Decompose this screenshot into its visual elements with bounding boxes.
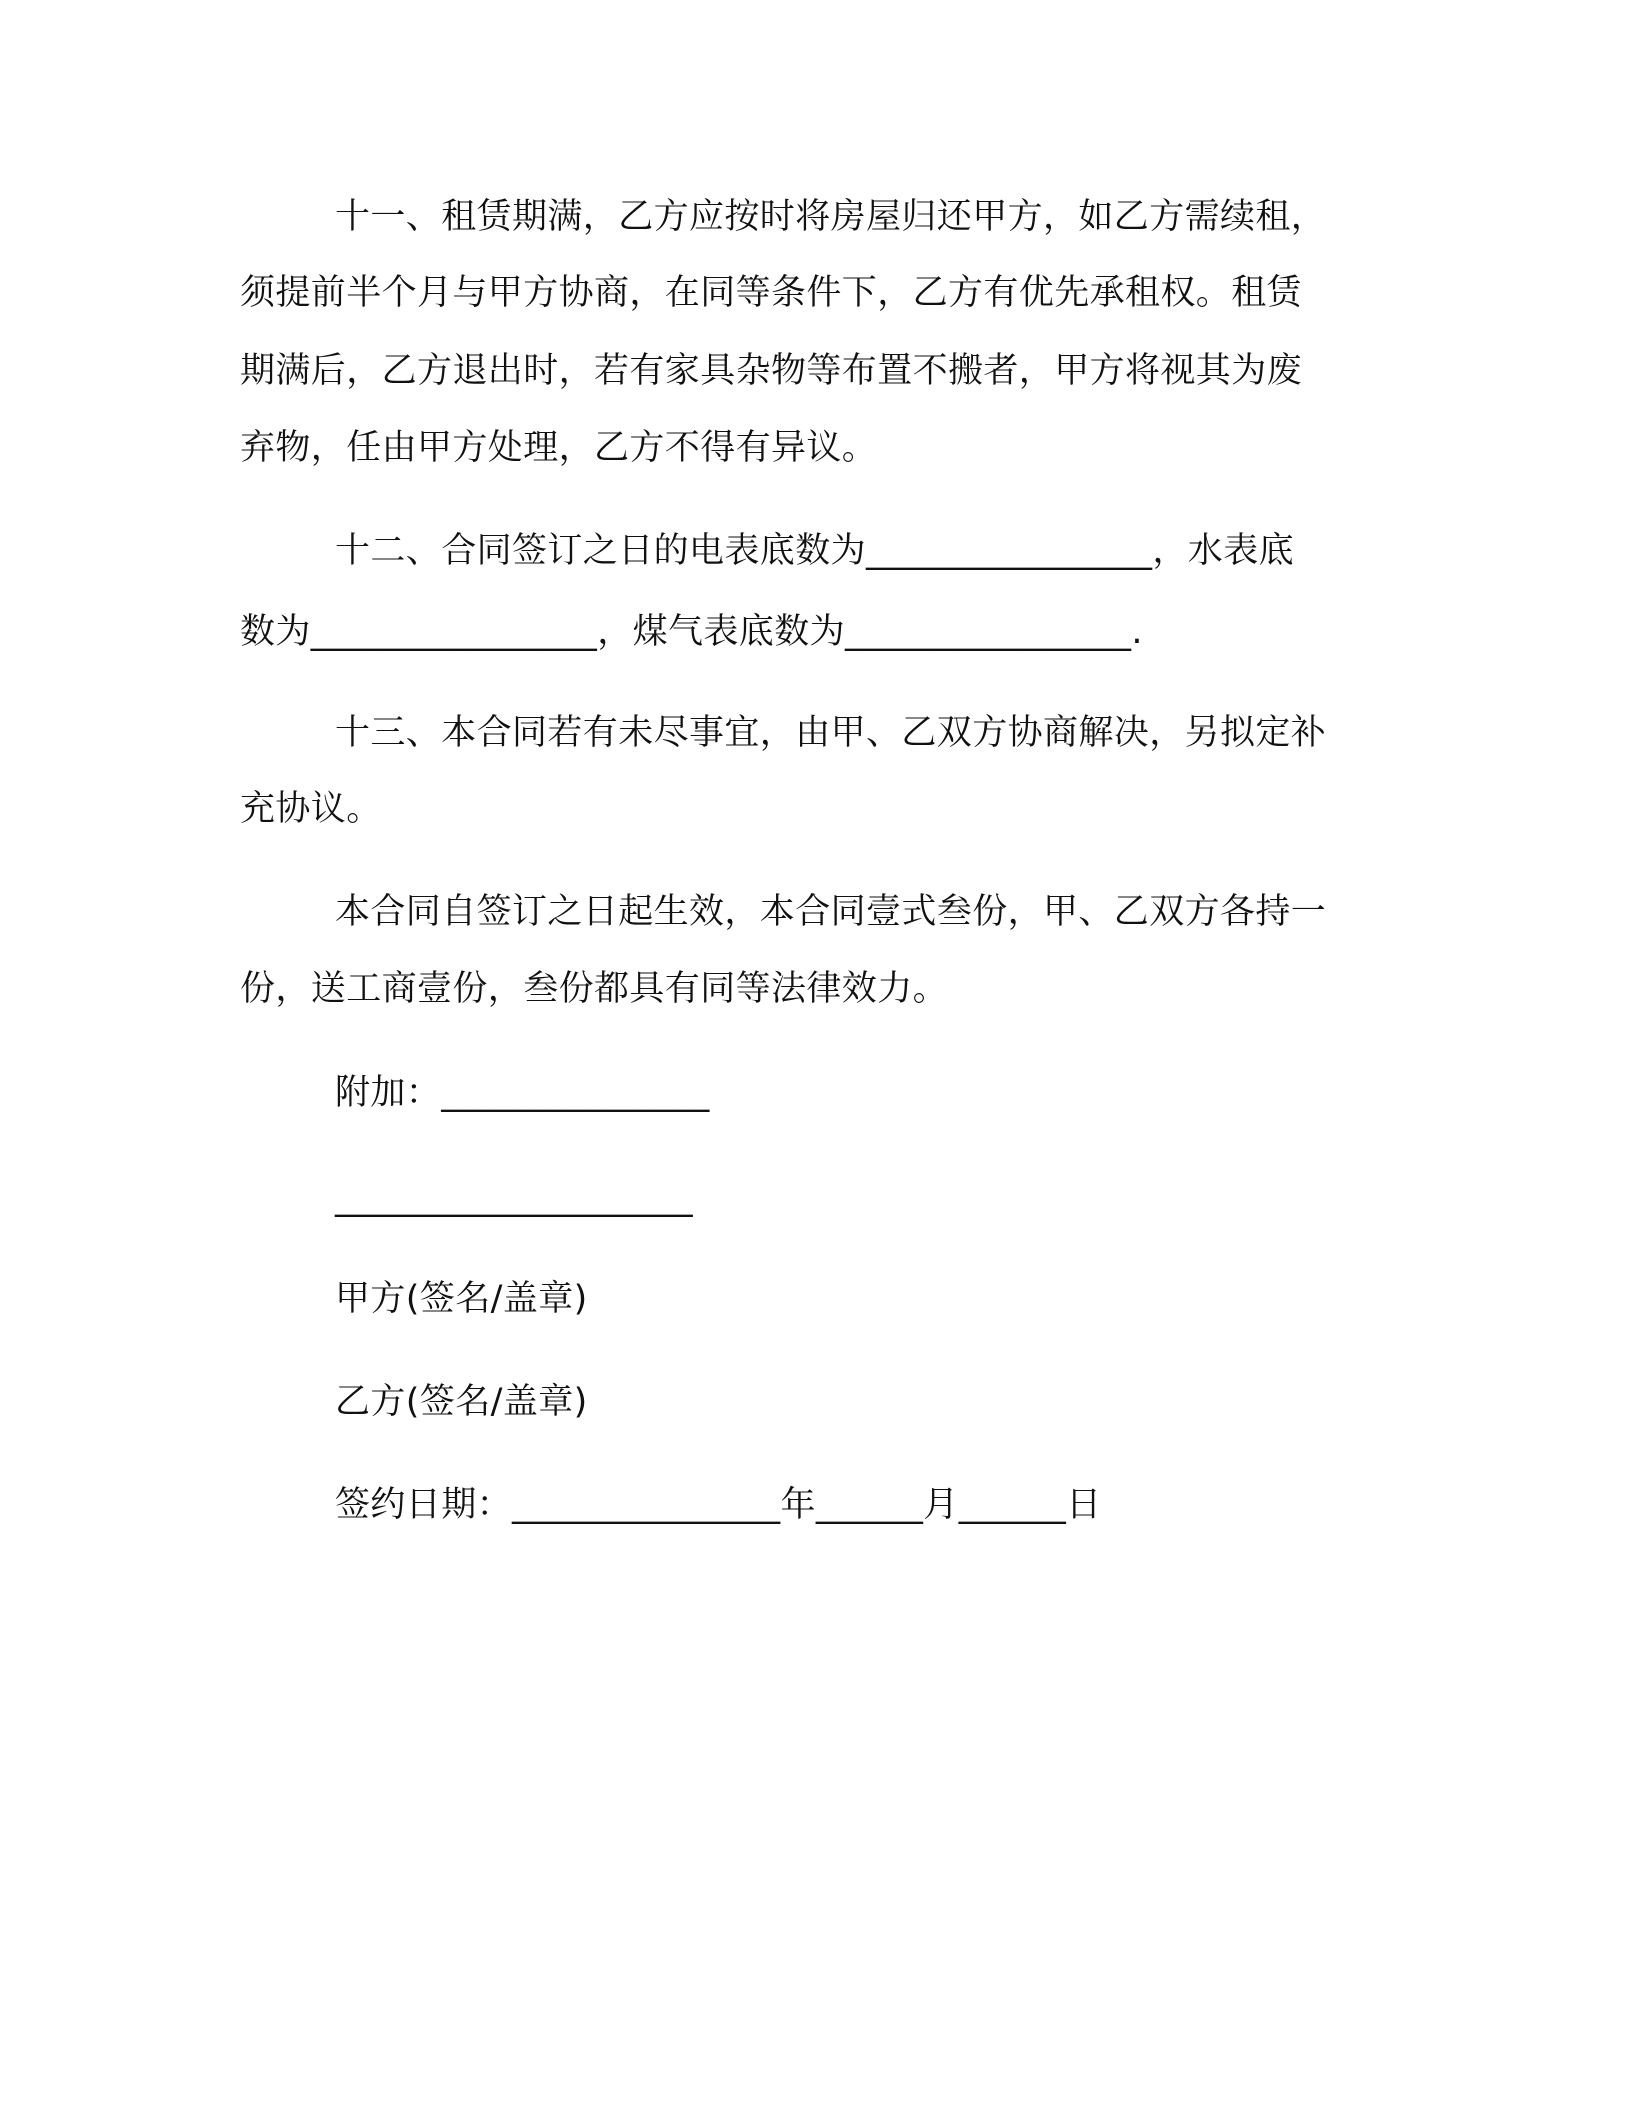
attachment-blank-line: ____________________ [335,1178,693,1218]
clause-13-line-2: 充协议。 [240,789,382,829]
clause-12-line-2: 数为________________，煤气表底数为________________. [240,612,1143,652]
party-b-signature: 乙方(签名/盖章) [335,1382,588,1422]
effective-clause-line-1: 本合同自签订之日起生效，本合同壹式叁份，甲、乙双方各持一 [335,892,1327,932]
clause-11-line-1: 十一、租赁期满，乙方应按时将房屋归还甲方，如乙方需续租， [335,197,1327,237]
effective-clause-line-2: 份，送工商壹份，叁份都具有同等法律效力。 [240,969,949,1009]
clause-13-line-1: 十三、本合同若有未尽事宜，由甲、乙双方协商解决，另拟定补 [335,713,1327,753]
clause-12-line-1: 十二、合同签订之日的电表底数为________________，水表底 [335,531,1295,571]
clause-11-line-3: 期满后，乙方退出时，若有家具杂物等布置不搬者，甲方将视其为废 [240,351,1303,391]
clause-11-line-2: 须提前半个月与甲方协商，在同等条件下，乙方有优先承租权。租赁 [240,273,1303,313]
signing-date-line: 签约日期：_______________年______月______日 [335,1485,1102,1525]
party-a-signature: 甲方(签名/盖章) [335,1279,588,1319]
attachment-label-line: 附加：_______________ [335,1073,710,1113]
clause-11-line-4: 弃物，任由甲方处理，乙方不得有异议。 [240,428,878,468]
